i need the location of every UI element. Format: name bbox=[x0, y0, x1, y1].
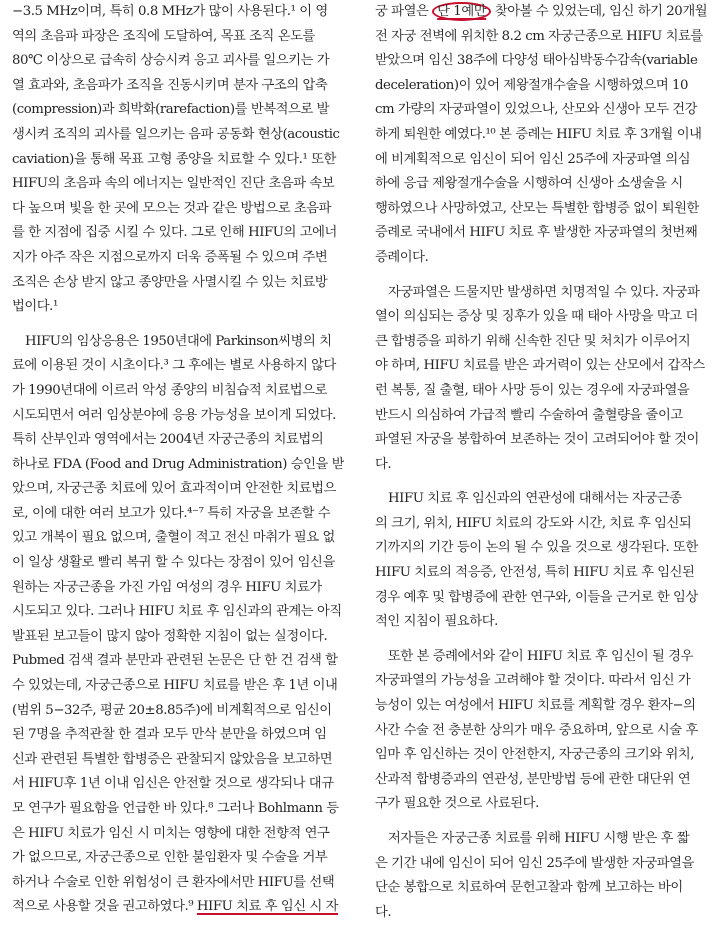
line-text: 의 크기, 위치, HIFU 치료의 강도와 시간, 치료 후 임신되 bbox=[375, 515, 692, 531]
line-text: 료에 이용된 것이 시초이다.³ 그 후에는 별로 사용하지 않다 bbox=[12, 358, 336, 374]
line-text: 증례로 국내에서 HIFU 치료 후 발생한 자궁파열의 첫번째 bbox=[375, 225, 698, 241]
text-line bbox=[375, 827, 707, 852]
text-line bbox=[375, 354, 707, 379]
text-line bbox=[12, 428, 344, 453]
text-line bbox=[12, 526, 344, 551]
text-line bbox=[375, 852, 707, 877]
text-line bbox=[12, 246, 344, 271]
line-text: 지가 아주 작은 지점으로까지 더욱 증폭될 수 있으며 주변 bbox=[12, 249, 328, 265]
line-text: 파열된 자궁을 봉합하여 보존하는 것이 고려되어야 할 것이 bbox=[375, 432, 699, 448]
line-text: 서 HIFU후 1년 이내 임신은 안전할 것으로 생각되나 대규 bbox=[12, 776, 334, 792]
line-text: 증례이다. bbox=[375, 249, 429, 265]
line-text: cm 가량의 자궁파열이 있었으나, 산모와 신생아 모두 건강 bbox=[375, 102, 698, 118]
line-text: (범위 5−32주, 평균 20±8.85주)에 비계획적으로 임신이 bbox=[12, 702, 332, 718]
text-line bbox=[12, 477, 344, 502]
line-text: HIFU의 임상응용은 1950년대에 Parkinson씨병의 치 bbox=[25, 333, 332, 349]
line-text: HIFU의 초음파 속의 에너지는 일반적인 진단 초음파 속보 bbox=[12, 176, 335, 192]
text-line bbox=[12, 502, 344, 527]
line-text: 하나로 FDA (Food and Drug Administration) 승인을 받 bbox=[12, 456, 344, 472]
line-text: 능성이 있는 여성에서 HIFU 치료를 계획할 경우 환자−의 bbox=[375, 698, 696, 714]
text-line bbox=[375, 901, 707, 926]
line-text: 저자들은 자궁근종 치료를 위해 HIFU 시행 받은 후 짧 bbox=[388, 831, 690, 846]
text-line bbox=[12, 674, 344, 699]
text-line bbox=[375, 172, 707, 197]
line-text: 있고 개복이 필요 없으며, 출혈이 적고 전신 마취가 필요 없 bbox=[12, 530, 335, 546]
text-line bbox=[12, 453, 344, 478]
text-line bbox=[12, 822, 344, 847]
line-text: 하게 퇴원한 예였다.¹⁰ 본 증례는 HIFU 치료 후 3개월 이내 bbox=[375, 126, 702, 142]
text-line bbox=[375, 25, 707, 50]
left-column bbox=[12, 0, 344, 920]
line-text: 받았으며 임신 38주에 다양성 태아심박동수감속(variable bbox=[375, 53, 698, 69]
text-line bbox=[12, 748, 344, 773]
text-line bbox=[375, 768, 707, 793]
right-column bbox=[375, 0, 707, 925]
line-text: 원하는 자궁근종을 가진 가임 여성의 경우 HIFU 치료가 bbox=[12, 579, 322, 595]
line-text: 적인 지침이 필요하다. bbox=[375, 614, 498, 630]
text-line bbox=[375, 148, 707, 173]
text-line bbox=[375, 694, 707, 719]
text-line bbox=[375, 246, 707, 271]
line-text: 큰 합병증을 피하기 위해 신속한 진단 및 처치가 이루어지 bbox=[375, 333, 691, 349]
text-line bbox=[375, 49, 707, 74]
text-line bbox=[375, 536, 707, 561]
text-line bbox=[12, 797, 344, 822]
text-line bbox=[12, 576, 344, 601]
text-line bbox=[12, 600, 344, 625]
line-text: 런 복통, 질 출혈, 태아 사망 등이 있는 경우에 자궁파열을 bbox=[375, 382, 690, 398]
text-line bbox=[375, 610, 707, 635]
line-text: 사간 수술 전 충분한 상의가 매우 중요하며, 앞으로 시술 후 bbox=[375, 722, 698, 738]
text-line bbox=[375, 743, 707, 768]
line-text: 특히 산부인과 영역에서는 2004년 자궁근종의 치료법의 bbox=[12, 432, 324, 448]
text-line bbox=[375, 561, 707, 586]
line-text: 시도되고 있다. 그러나 HIFU 치료 후 임신과의 관계는 아직 bbox=[12, 604, 342, 620]
line-text: 다. bbox=[375, 456, 392, 472]
line-text: 임마 후 임신하는 것이 안전한지, 자궁근종의 크기와 위치, bbox=[375, 747, 695, 763]
line-text: 야 하며, HIFU 치료를 받은 과거력이 있는 산모에서 갑작스 bbox=[375, 358, 705, 374]
line-text: 다 높으며 빛을 한 곳에 모으는 것과 같은 방법으로 초음파 bbox=[12, 200, 332, 216]
text-line bbox=[375, 123, 707, 148]
text-line bbox=[375, 330, 707, 355]
line-text: 자궁파열은 드물지만 발생하면 치명적일 수 있다. 자궁파 bbox=[388, 284, 700, 300]
line-text: 하거나 수술로 인한 위험성이 큰 환자에서만 HIFU를 선택 bbox=[12, 874, 335, 890]
line-text: 80℃ 이상으로 급속히 상승시켜 응고 괴사를 일으키는 가 bbox=[12, 53, 330, 69]
line-text: 전 자궁 전벽에 위치한 8.2 cm 자궁근종으로 HIFU 치료를 bbox=[375, 28, 703, 44]
line-text: 구가 필요한 것으로 사료된다. bbox=[375, 796, 539, 812]
line-text: 았으며, 자궁근종 치료에 있어 효과적이며 안전한 치료법으 bbox=[12, 481, 336, 497]
line-text: 열 효과와, 초음파가 조직을 진동시키며 분자 구조의 압축 bbox=[12, 77, 328, 93]
line-text: 시도되면서 여러 임상분야에 응용 가능성을 보이게 되었다. bbox=[12, 407, 336, 423]
line-text: 반드시 의심하여 가급적 빨리 수술하여 출혈량을 줄이고 bbox=[375, 407, 683, 423]
text-line bbox=[375, 305, 707, 330]
text-line bbox=[12, 148, 344, 173]
line-text: (compression)과 희박화(rarefaction)를 반복적으로 발 bbox=[12, 102, 329, 118]
paragraph-gap bbox=[375, 271, 707, 281]
text-line bbox=[375, 669, 707, 694]
text-line bbox=[12, 0, 344, 25]
line-text: 적으로 사용할 것을 권고하였다.⁹ bbox=[12, 899, 197, 915]
line-text: 행하였으나 사망하였고, 산모는 특별한 합병증 없이 퇴원한 bbox=[375, 200, 699, 216]
paragraph-gap bbox=[375, 635, 707, 645]
line-text: 발표된 보고들이 많지 않아 정확한 지침이 없는 실정이다. bbox=[12, 628, 328, 644]
text-line bbox=[375, 876, 707, 901]
text-line bbox=[375, 98, 707, 123]
line-text: 수 있었는데, 자궁근종으로 HIFU 치료를 받은 후 1년 이내 bbox=[12, 678, 338, 694]
line-text: HIFU 치료 후 임신과의 연관성에 대해서는 자궁근종 bbox=[388, 491, 682, 507]
text-line bbox=[375, 512, 707, 537]
text-line bbox=[12, 625, 344, 650]
line-text: 다. bbox=[375, 904, 392, 920]
text-line bbox=[12, 295, 344, 320]
line-text: 자궁파열의 가능성을 고려해야 할 것이다. 따라서 임신 가 bbox=[375, 673, 691, 689]
line-text: 궁 파열은 bbox=[375, 4, 433, 19]
line-text: 생시켜 조직의 괴사를 일으키는 음파 공동화 현상(acoustic bbox=[12, 126, 340, 142]
text-line bbox=[12, 723, 344, 748]
text-line bbox=[12, 379, 344, 404]
paragraph-gap bbox=[12, 320, 344, 330]
line-text: 은 HIFU 치료가 임신 시 미치는 영향에 대한 전향적 연구 bbox=[12, 825, 330, 841]
line-text: 은 기간 내에 임신이 되어 임신 25주에 발생한 자궁파열을 bbox=[375, 855, 694, 871]
text-line bbox=[12, 172, 344, 197]
text-line bbox=[12, 551, 344, 576]
line-text: 하에 응급 제왕절개수술을 시행하여 신생아 소생술을 시 bbox=[375, 176, 683, 192]
line-text: 조직은 손상 받지 않고 종양만을 사멸시킬 수 있는 치료방 bbox=[12, 274, 328, 290]
line-text: 또한 본 증례에서와 같이 HIFU 치료 후 임신이 될 경우 bbox=[388, 648, 693, 664]
line-text: 단순 봉합으로 치료하여 문헌고찰과 함께 보고하는 바이 bbox=[375, 880, 683, 896]
text-line bbox=[12, 74, 344, 99]
line-text: 를 한 지점에 집중 시킬 수 있다. 그로 인해 HIFU의 고에너 bbox=[12, 225, 337, 241]
line-text: 산과적 합병증과의 연관성, 분만방법 등에 관한 대단위 연 bbox=[375, 771, 691, 787]
line-text: 가 1990년대에 이르러 악성 종양의 비침습적 치료법으로 bbox=[12, 382, 327, 398]
line-text: caviation)을 통해 목표 고형 종양을 치료할 수 있다.¹ 또한 bbox=[12, 151, 336, 167]
line-text: 경우 예후 및 합병증에 관한 연구와, 이들을 근거로 한 임상 bbox=[375, 589, 698, 605]
text-line bbox=[12, 271, 344, 296]
text-line bbox=[375, 792, 707, 817]
line-text: HIFU 치료의 적응증, 안전성, 특히 HIFU 치료 후 임신된 bbox=[375, 565, 695, 581]
line-text: 모 연구가 필요함을 언급한 바 있다.⁸ 그러나 Bohlmann 등 bbox=[12, 801, 339, 816]
line-text: 이 일상 생활로 빨리 복귀 할 수 있다는 장점이 있어 임신을 bbox=[12, 555, 335, 571]
text-line bbox=[375, 428, 707, 453]
text-line bbox=[375, 719, 707, 744]
text-line bbox=[12, 772, 344, 797]
text-line bbox=[375, 379, 707, 404]
paragraph-gap bbox=[375, 477, 707, 487]
text-line bbox=[375, 404, 707, 429]
text-line bbox=[375, 586, 707, 611]
text-line bbox=[375, 281, 707, 306]
text-line bbox=[12, 846, 344, 871]
text-line bbox=[375, 74, 707, 99]
text-line bbox=[12, 871, 344, 896]
line-text: 기까지의 기간 등이 논의 될 수 있을 것으로 생각된다. 또한 bbox=[375, 540, 698, 556]
line-text: 로, 이에 대한 여러 보고가 있다.⁴⁻⁷ 특히 자궁을 보존할 수 bbox=[12, 505, 331, 521]
line-text: 신과 관련된 특별한 합병증은 관찰되지 않았음을 보고하면 bbox=[12, 751, 333, 767]
text-line bbox=[12, 25, 344, 50]
text-line bbox=[12, 895, 344, 920]
line-text: 된 7명을 추적관찰 한 결과 모두 만삭 분만을 하였으며 임 bbox=[12, 727, 327, 743]
text-line bbox=[12, 49, 344, 74]
text-line bbox=[375, 221, 707, 246]
line-text: −3.5 MHz이며, 특히 0.8 MHz가 많이 사용된다.¹ 이 영 bbox=[12, 4, 328, 19]
text-line bbox=[12, 354, 344, 379]
red-underline-annotation bbox=[432, 2, 491, 21]
line-text: deceleration)이 있어 제왕절개수술을 시행하였으며 10 bbox=[375, 77, 689, 93]
line-text: 법이다.¹ bbox=[12, 299, 58, 315]
text-line bbox=[375, 197, 707, 222]
line-text: 열이 의심되는 증상 및 징후가 있을 때 태아 사망을 막고 더 bbox=[375, 309, 698, 325]
text-line bbox=[12, 404, 344, 429]
text-line bbox=[12, 98, 344, 123]
text-line bbox=[375, 487, 707, 512]
text-line bbox=[375, 453, 707, 478]
text-line bbox=[12, 123, 344, 148]
text-line bbox=[12, 221, 344, 246]
text-line bbox=[12, 330, 344, 355]
paragraph-gap bbox=[375, 817, 707, 827]
line-text: 가 없으므로, 자궁근종으로 인한 불임환자 및 수술을 거부 bbox=[12, 850, 328, 866]
text-line bbox=[375, 0, 707, 25]
text-line bbox=[12, 649, 344, 674]
text-line bbox=[12, 197, 344, 222]
line-text: 역의 초음파 파장은 조직에 도달하여, 목표 조직 온도를 bbox=[12, 28, 315, 44]
text-line bbox=[375, 645, 707, 670]
text-line bbox=[12, 699, 344, 724]
red-circle-annotation: 단 1예만 bbox=[432, 2, 491, 21]
line-text: 에 비계획적으로 임신이 되어 임신 25주에 자궁파열 의심 bbox=[375, 151, 691, 167]
line-text: Pubmed 검색 결과 분만과 관련된 논문은 단 한 건 검색 할 bbox=[12, 653, 338, 669]
line-text-after: 찾아볼 수 있었는데, 임신 하기 20개월 bbox=[491, 4, 707, 19]
red-underline-annotation: HIFU 치료 후 임신 시 자 bbox=[196, 899, 339, 915]
